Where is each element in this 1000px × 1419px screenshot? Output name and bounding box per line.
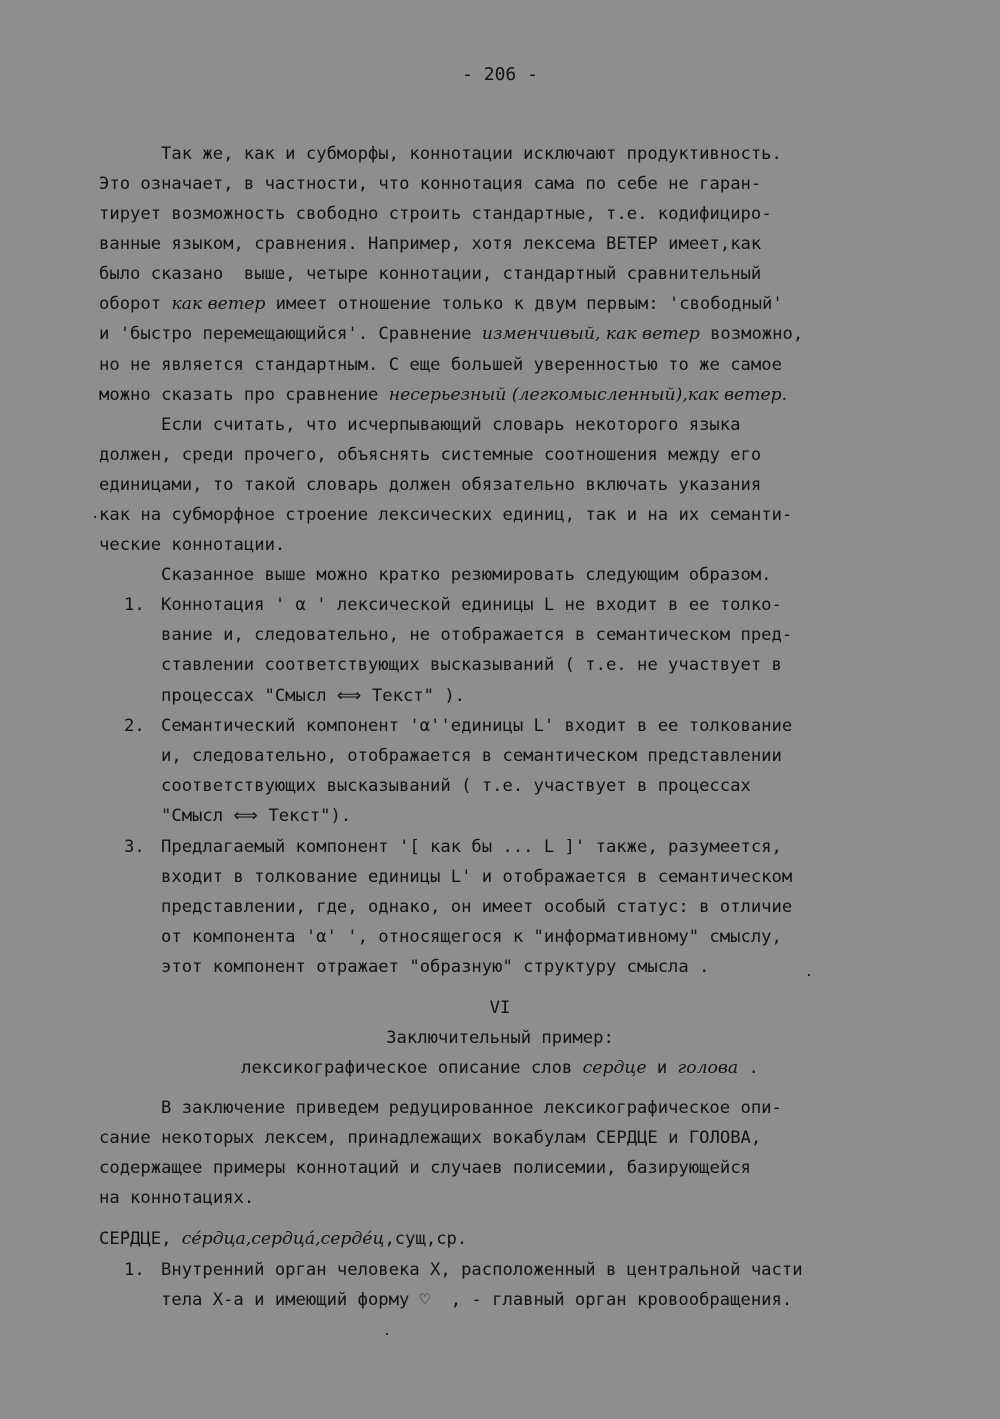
text-line: тела X-а и имеющий форму ♡ , - главный орган кровообращения. <box>161 1290 793 1310</box>
text-line: Семантический компонент 'α''единицы L' входит в ее толкование <box>161 716 793 736</box>
italic-phrase: изменчивый, как ветер <box>481 324 700 344</box>
text-line: ческие коннотации. <box>99 535 286 555</box>
text-line: Если считать, что исчерпывающий словарь некоторого языка <box>161 415 741 435</box>
text-line: "Смысл ⟺ Текст"). <box>161 806 352 826</box>
text-line: ставлении соответствующих высказываний ( т.е. не участвует в <box>161 655 782 675</box>
italic-word: голова <box>677 1058 739 1078</box>
text-line: этот компонент отражает "образную" структуру смысла . <box>161 957 710 977</box>
text-line: должен, среди прочего, объяснять системные соотношения между его <box>99 445 762 465</box>
text-line: как на субморфное строение лексических единиц, так и на их семанти- <box>99 505 793 525</box>
scan-speck <box>94 516 96 518</box>
text-line: входит в толкование единицы L' и отображается в семантическом <box>161 867 793 887</box>
list-number: 1. <box>124 595 145 615</box>
text-line: В заключение приведем редуцированное лексикографическое опи- <box>161 1098 782 1118</box>
text-line: процессах "Смысл ⟺ Текст" ). <box>161 686 466 706</box>
italic-word: сердце <box>582 1058 647 1078</box>
section-subtitle <box>0 1057 1000 1079</box>
page-number: - 206 - <box>462 64 538 85</box>
text-span: возможно, <box>699 324 804 344</box>
text-line: Это означает, в частности, что коннотация сама по себе не гаран- <box>99 174 762 194</box>
text-line: ванные языком, сравнения. Например, хотя лексема ВЕТЕР имеет,как <box>99 234 762 254</box>
section-title: Заключительный пример: <box>386 1028 614 1048</box>
text-line: вание и, следовательно, не отображается в семантическом пред- <box>161 625 793 645</box>
italic-phrase: несерьезный (легкомысленный),как ветер. <box>388 385 788 405</box>
text-line: от компонента 'α' ', относящегося к "информативному" смыслу, <box>161 927 782 947</box>
text-line <box>99 323 803 345</box>
text-line: но не является стандартным. С еще большей уверенностью то же самое <box>99 355 782 375</box>
sense-number: 1. <box>124 1260 145 1280</box>
paragraph-3: Сказанное выше можно кратко резюмировать следующим образом. <box>161 565 772 585</box>
text-line: Коннотация ' α ' лексической единицы L не входит в ее толко- <box>161 595 782 615</box>
text-line: было сказано выше, четыре коннотации, стандартный сравнительный <box>99 264 762 284</box>
text-line <box>99 293 783 315</box>
grammar-label: ,сущ,ср. <box>384 1229 468 1249</box>
text-span: оборот <box>99 294 172 314</box>
scan-speck <box>808 974 810 976</box>
text-line: единицами, то такой словарь должен обязательно включать указания <box>99 475 762 495</box>
text-span: имеет отношение только к двум первым: 'свободный' <box>265 294 783 314</box>
text-line: Предлагаемый компонент '[ как бы ... L ]' также, разумеется, <box>161 837 782 857</box>
list-number: 2. <box>124 716 145 736</box>
text-span: и <box>646 1058 678 1078</box>
text-span: лексикографическое описание слов <box>241 1058 583 1078</box>
text-span: и 'быстро перемещающийся'. Сравнение <box>99 324 482 344</box>
text-line: на коннотациях. <box>99 1188 255 1208</box>
dictionary-entry-head <box>99 1228 467 1250</box>
scan-speck <box>386 1333 388 1335</box>
text-line: и, следовательно, отображается в семантическом представлении <box>161 746 782 766</box>
inflected-forms: се́рдца,сердца́,серде́ц <box>181 1229 385 1249</box>
text-line: содержащее примеры коннотаций и случаев полисемии, базирующейся <box>99 1158 751 1178</box>
headword: СЕ́РДЦЕ, <box>99 1229 182 1249</box>
italic-phrase: как ветер <box>171 294 266 314</box>
text-line <box>99 384 787 406</box>
text-line: представлении, где, однако, он имеет особый статус: в отличие <box>161 897 793 917</box>
section-numeral: VI <box>489 998 511 1018</box>
text-line: Так же, как и субморфы, коннотации исключают продуктивность. <box>161 144 782 164</box>
list-number: 3. <box>124 837 145 857</box>
text-line: Внутренний орган человека X, расположенный в центральной части <box>161 1260 803 1280</box>
text-span: можно сказать про сравнение <box>99 385 389 405</box>
text-line: тирует возможность свободно строить стандартные, т.е. кодифициро- <box>99 204 772 224</box>
text-span: . <box>738 1058 759 1078</box>
text-line: сание некоторых лексем, принадлежащих вокабулам СЕРДЦЕ и ГОЛОВА, <box>99 1128 762 1148</box>
text-line: соответствующих высказываний ( т.е. участвует в процессах <box>161 776 751 796</box>
